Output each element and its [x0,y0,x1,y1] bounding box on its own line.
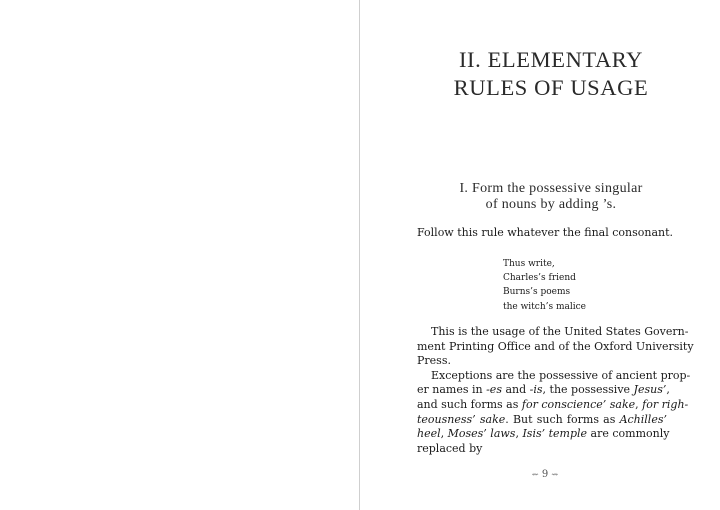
body-line: replaced by [417,441,483,455]
italic-run: heel [417,427,441,441]
body-line: ment Printing Office and of the Oxford University [417,339,694,353]
page-number [520,469,570,480]
right-page [360,0,720,510]
text-run: , [440,427,448,441]
body-line [417,383,670,398]
text-run: and [501,383,530,397]
text-run: er names in [417,383,487,397]
body-line [417,427,670,442]
example-intro: Thus write, [503,259,555,269]
text-run: , [666,383,670,397]
body-line [417,413,667,428]
example-item: the witch’s malice [503,301,586,312]
italic-run: -es [486,383,502,397]
left-page [0,0,359,510]
text-run: are commonly [587,427,670,441]
italic-run: teousness’ sake [417,412,506,426]
rule-lead-sentence: Follow this rule whatever the final consonant. [417,226,674,239]
italic-run: for conscience’ sake [521,397,636,411]
body-line: Press. [417,354,451,368]
italic-run: for righ- [642,397,689,411]
italic-run: Jesus’ [633,383,667,397]
chapter-title-line-1: II. ELEMENTARY [458,47,644,72]
body-line: This is the usage of the United States Govern- [431,325,689,338]
folio-ornament-right-icon: ⇝ [551,470,559,479]
italic-run: Achilles’ [619,412,667,426]
body-text [417,325,694,456]
page-number-value: 9 [541,469,549,480]
folio-ornament-left-icon: ⇜ [531,470,539,479]
italic-run: Isis’ temple [522,427,588,441]
text-run: , the possessive [542,383,634,397]
text-run: , [515,427,523,441]
example-item: Burns’s poems [503,287,571,298]
italic-run: Moses’ laws [447,427,516,441]
body-line: Exceptions are the possessive of ancient prop- [431,368,691,382]
chapter-title-line-2: RULES OF USAGE [453,75,649,100]
rule-heading-line-1: I. Form the possessive singular [459,181,643,196]
text-run: and such forms as [417,397,522,411]
example-list [503,257,586,314]
example-item: Charles’s friend [503,273,576,284]
rule-heading-line-2: of nouns by adding ’s. [485,196,617,212]
text-run: , [635,397,643,411]
body-line [417,397,689,413]
text-run: . But such forms as [505,412,620,426]
rule-heading [420,181,682,212]
chapter-title [420,46,682,102]
italic-run: -is [529,383,543,397]
